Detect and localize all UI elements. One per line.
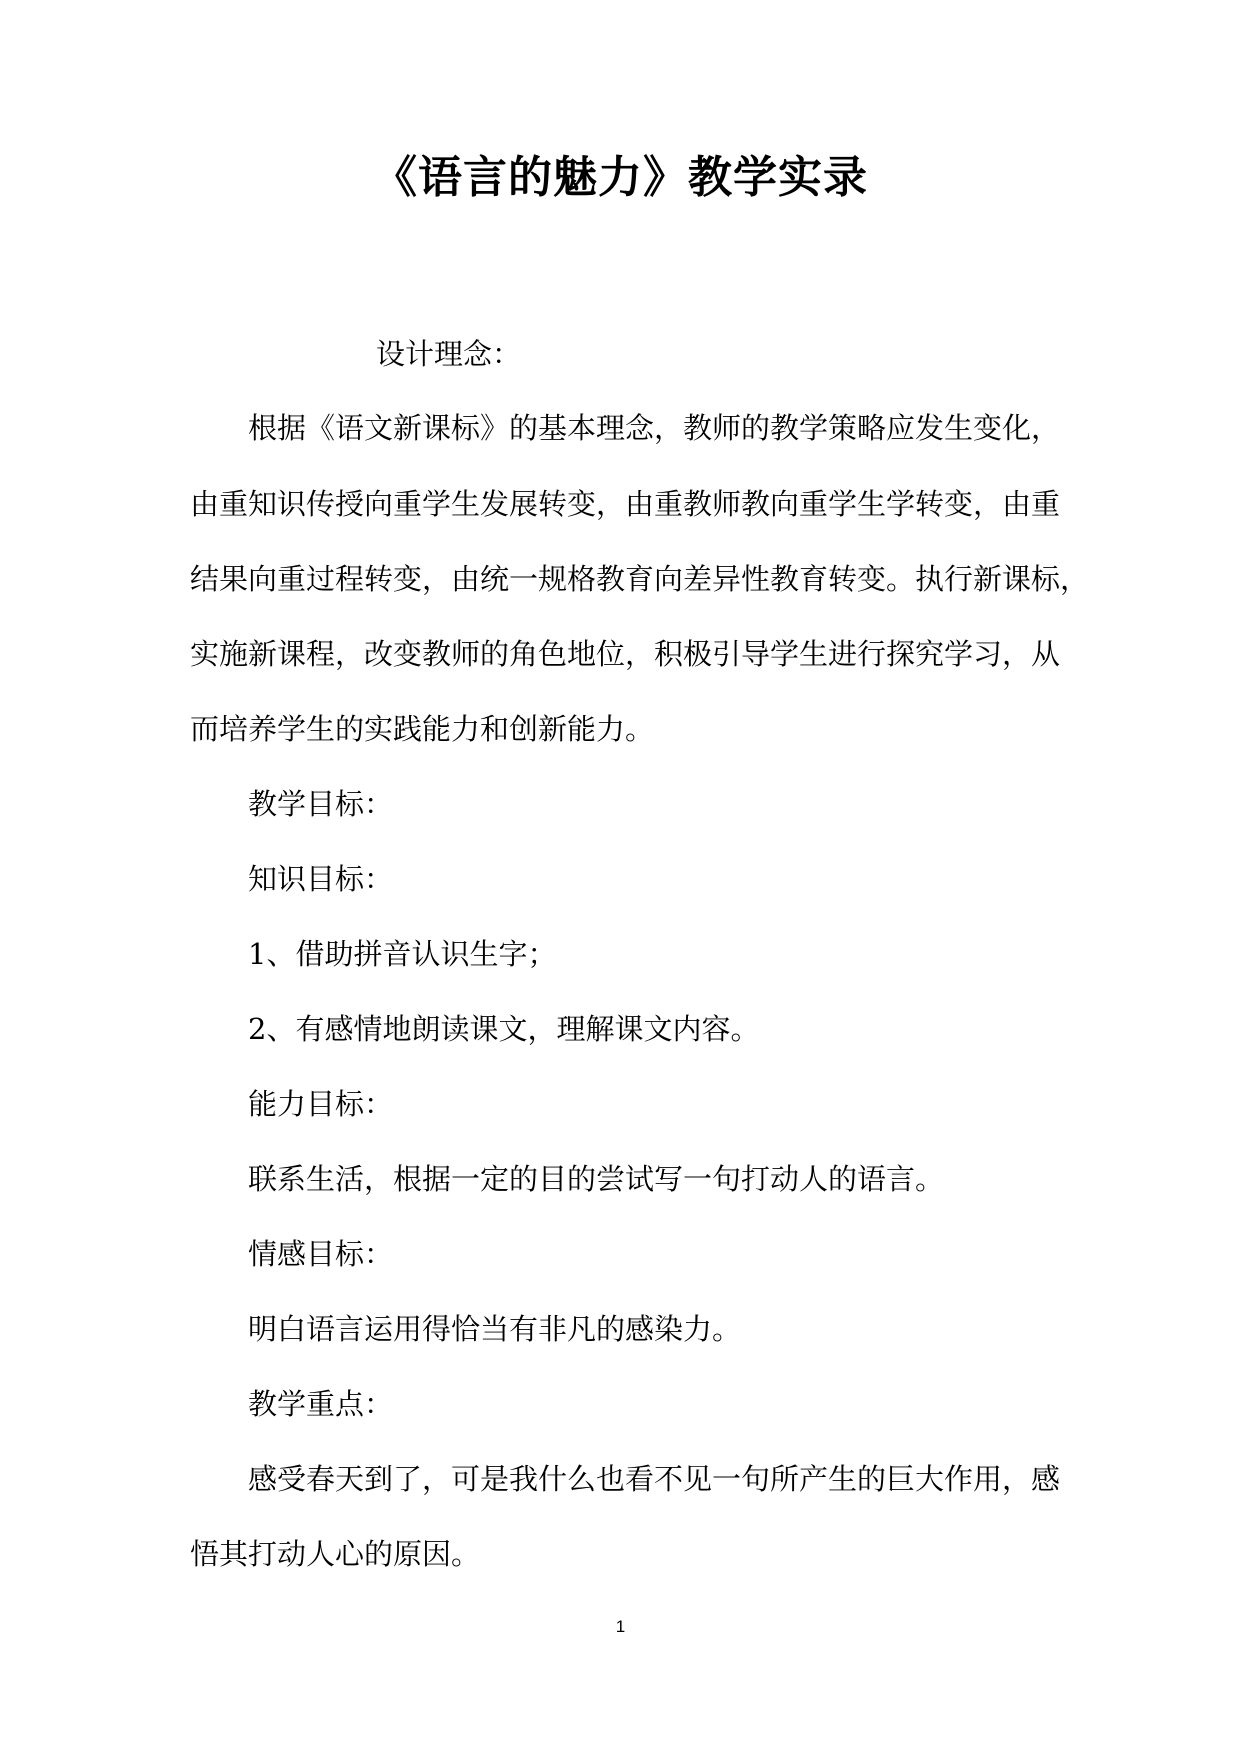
list-item: 1、借助拼音认识生字；	[248, 937, 557, 971]
section-heading-knowledge-goals: 知识目标：	[248, 862, 394, 896]
paragraph-line: 感受春天到了，可是我什么也看不见一句所产生的巨大作用，感	[248, 1462, 1061, 1496]
paragraph-line: 由重知识传授向重学生发展转变，由重教师教向重学生学转变，由重	[190, 487, 1061, 521]
section-heading-emotion-goals: 情感目标：	[248, 1237, 394, 1271]
section-heading-ability-goals: 能力目标：	[248, 1087, 394, 1121]
paragraph-line: 明白语言运用得恰当有非凡的感染力。	[248, 1312, 742, 1346]
paragraph-line: 悟其打动人心的原因。	[190, 1537, 481, 1571]
paragraph-line: 根据《语文新课标》的基本理念，教师的教学策略应发生变化，	[248, 411, 1061, 445]
section-heading-teaching-goals: 教学目标：	[248, 787, 394, 821]
section-heading-teaching-focus: 教学重点：	[248, 1387, 394, 1421]
paragraph-line: 联系生活，根据一定的目的尝试写一句打动人的语言。	[248, 1162, 945, 1196]
paragraph-line: 实施新课程，改变教师的角色地位，积极引导学生进行探究学习，从	[190, 637, 1061, 671]
section-heading-design-concept: 设计理念：	[376, 337, 522, 371]
paragraph-line: 而培养学生的实践能力和创新能力。	[190, 712, 655, 746]
paragraph-line: 结果向重过程转变，由统一规格教育向差异性教育转变。执行新课标，	[190, 562, 1090, 596]
document-title: 《语言的魅力》教学实录	[373, 152, 868, 203]
list-item: 2、有感情地朗读课文，理解课文内容。	[248, 1012, 760, 1046]
page-number: 1	[615, 1617, 626, 1636]
